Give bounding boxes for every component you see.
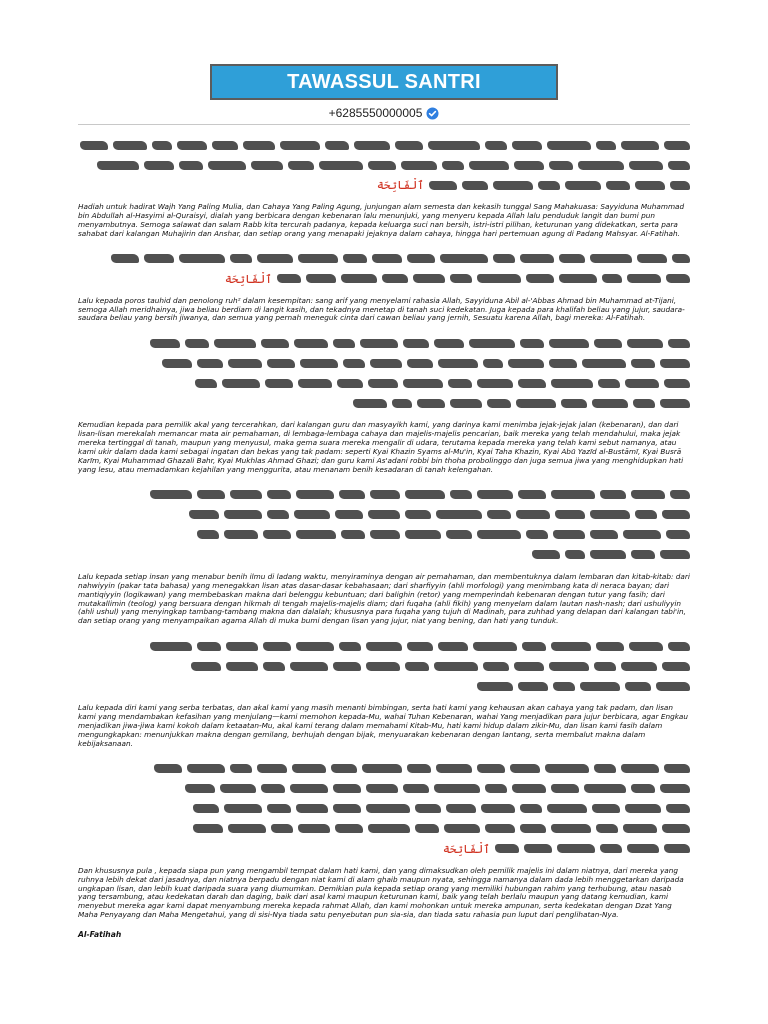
arabic-paragraph-1 <box>78 135 690 195</box>
al-fatihah-arabic: ٱلْفَاتِحَة <box>224 271 272 286</box>
phone-number: +6285550000005 <box>328 106 423 120</box>
page-title: TAWASSUL SANTRI <box>287 70 481 93</box>
arabic-paragraph-2 <box>78 249 690 289</box>
al-fatihah-arabic: ٱلْفَاتِحَة <box>376 178 424 192</box>
closing-al-fatihah: Al-Fatihah <box>78 930 122 940</box>
translation-paragraph-2: Lalu kepada poros tauhid dan penolong ruh² dalam kesempitan: sang arif yang menyelami rahasia Allah, Sayyiduna Abil al-'Abbas Ahmad bin Muhammad at-Tijani, semoga Allah meridhainya, jiwa beliau berdiam di langit kasih, dan tekadnya menetap di tanah suci kedekatan. Juga kepada para khalifah beliau yang jujur, saudara-saudara beliau yang bersih jiwanya, dan semua yang pernah meneguk cinta dari cawan beliau yang jernih, Sesuatu karena Allah, bagi mereka: Al-Fatihah. <box>78 295 685 323</box>
header-divider <box>78 124 690 125</box>
verified-check-icon <box>426 107 439 120</box>
arabic-paragraph-4 <box>78 485 690 565</box>
arabic-paragraph-5 <box>78 636 690 696</box>
title-banner <box>210 64 558 100</box>
contact-row <box>329 106 440 120</box>
translation-paragraph-1: Hadiah untuk hadirat Wajh Yang Paling Mulia, dan Cahaya Yang Paling Agung, junjungan alam semesta dan kekasih tunggal Sang Mahakuasa: Sayyiduna Muhammad bin Abdullah al-Hasyimi al-Quraisyi, dialah yang berbicara dengan kebenaran lalu menunjuki, yang menyeru kepada Allah lalu penduduk langit dan bumi pun menyambutnya. Semoga salawat dan salam Rabb kita tercurah padanya, kepada keluarga suci nan bersih, istri-istri pilihan, keturunan yang didekatkan, serta para sahabat dari kalangan Muhajirin dan Anshar, dan setiap orang yang menapaki jejaknya dalam cahaya, hingga hari pertemuan agung di Padang Mahsyar. Al-Fatihah. <box>78 202 685 238</box>
arabic-paragraph-3 <box>78 333 690 413</box>
translation-paragraph-3: Kemudian kepada para pemilik akal yang tercerahkan, dari kalangan guru dan masyayikh kami, yang darinya kami menimba jejak-jejak jalan (kebenaran), dan dari lisan-lisan merekalah memancar mata air pemahaman, di lembaga-lembaga cahaya dan majelis-majelis pencarian, baik mereka yang telah mendahului, maka jejak mereka tertinggal di tanah, maupun yang menyusul, maka gema suara mereka mengalir di udara, terutama kepada mereka yang telah kami sebut namanya, atau kami ukir dalam dada kami sebagai ingatan dan bekas yang tak padam: seperti Kyai Khazin Syams al-Mu'in, Kyai Taha Khazin, Kyai Abū Yazīd al-Bustāmī, Kyai Busrā Karīm, Kyai Muhammad Ghazali Bahr, Kyai Mukhlas Ahmad Ghazi; dan guru kami As'adani robbi bin thoha probolinggo dan juga semua jiwa yang menghidupkan hati yang lesu, atau memadamkan kejahilan yang menggurita, atau menanam benih kesadaran di tanah kelengahan. <box>78 420 684 474</box>
translation-paragraph-6: Dan khususnya pula , kepada siapa pun yang mengambil tempat dalam hati kami, dan yang dimaksudkan oleh pemilik majelis ini dalam niatnya, dari mereka yang ruhnya lebih dekat dari jasadnya, dan niatnya berpadu dengan niat kami di alam ghaib maupun nyata, sehingga namanya dalam dada lebih menggetarkan daripada ungkapan lisan, dan lebih kuat daripada suara yang diumumkan. Demikian pula kepada setiap orang yang memiliki hubungan rahim yang terhubung, atau nasab yang tersambung, atau kedekatan darah dan daging, baik dari asal kami maupun keturunan kami, baik yang telah berlalu maupun yang datang kemudian, kami menyebut mereka agar kami dapat menyambung mereka kepada rahmat Allah, dan kami mohonkan untuk mereka ampunan, serta kedekatan dengan Dzat Yang Maha Penyayang dan Maha Mengetahui, yang di sisi-Nya tiada satu penyebutan pun sia-sia, dan tiada satu rahasia pun luput dari penglihatan-Nya. <box>78 865 684 920</box>
al-fatihah-arabic: ٱلْفَاتِحَة <box>442 841 490 856</box>
header <box>78 64 690 125</box>
translation-paragraph-4: Lalu kepada setiap insan yang menabur benih ilmu di ladang waktu, menyiraminya dengan air pemahaman, dan membentuknya dalam lembaran dan kitab-kitab: dari nahwiyyin (pakar tata bahasa) yang menegakkan lisan atas dasar-dasar kebahasaan; dari sharfiyyin (ahli morfologi) yang menimbang kata di neraca bayan; dari mantiqiyyin (logikawan) yang membebaskan makna dari belenggu kebuntuan; dari balighin (retor) yang memperindah kebenaran dengan tutur yang fasih; dari mutakallimin (teolog) yang bersuara dengan hikmah di tengah majelis-majelis diam; dari fuqaha (ahli fikih) yang menyelam dalam lautan nash-nash; dari ushuliyyin (ahli ushul) yang menyingkap tambang-tambang makna dan dalalah; khususnya para fuqaha yang tujuh di Madinah, para zuhhad yang delapan dari kalangan tabi'in, dan setiap orang yang menyampaikan agama Allah di muka bumi dengan lisan yang jujur, niat yang bening, dan hati yang tunduk. <box>78 571 690 626</box>
arabic-paragraph-6 <box>78 759 690 859</box>
translation-paragraph-5: Lalu kepada diri kami yang serba terbatas, dan akal kami yang masih menanti bimbingan, serta hati kami yang kehausan akan cahaya yang tak padam, dan lisan kami yang mendambakan kefasihan yang menjulang—kami memohon kepada-Mu, wahai Tuhan Kebenaran, wahai Yang menjadikan para jujur berbicara, agar Engkau menjadikan jiwa-jiwa kami kokoh dalam ketaatan-Mu, akal kami terang dalam memahami Kitab-Mu, hati kami hidup dalam zikir-Mu, dan lisan kami fasih dalam mengungkapkan: menunjukkan makna dengan gemilang, berhujah dengan bijak, menyuarakan kebenaran dengan lantang, serta membalut makna dalam kebijaksanaan. <box>78 703 689 748</box>
